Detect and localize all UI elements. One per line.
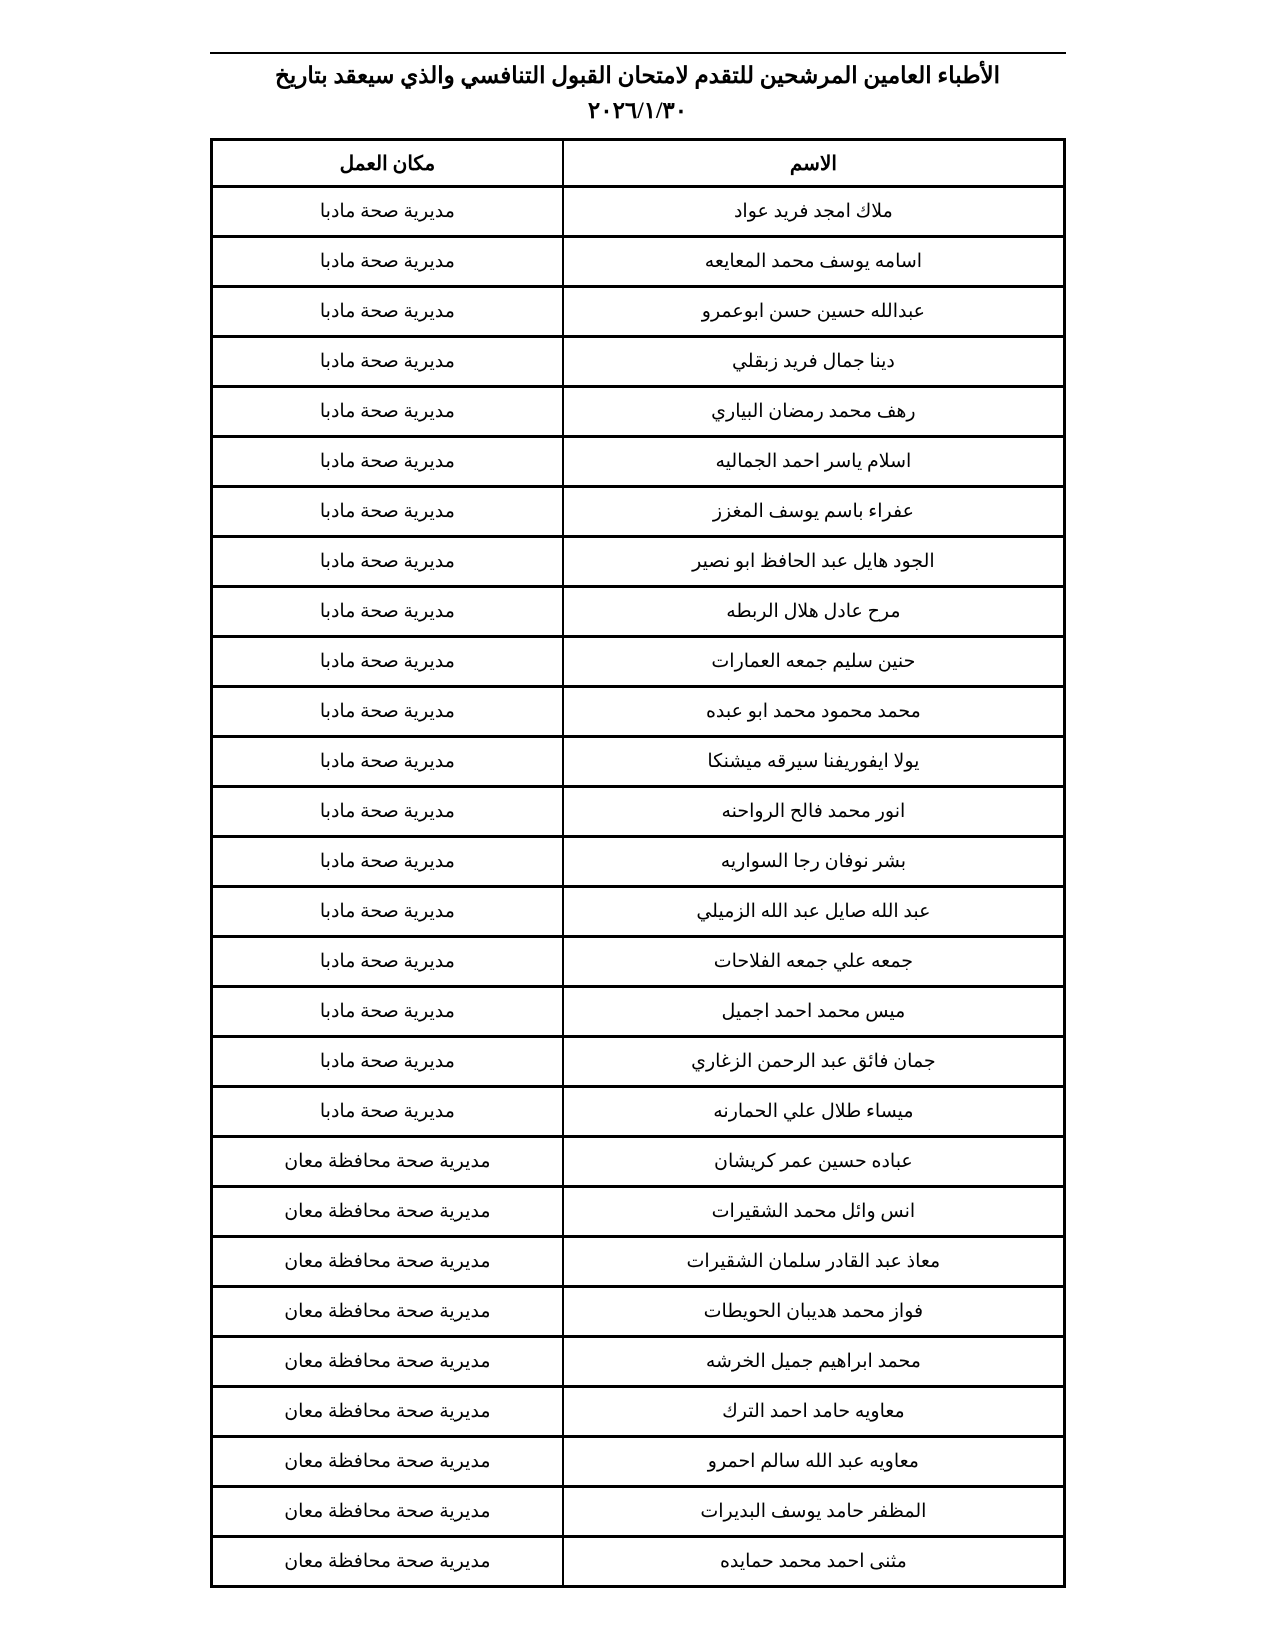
name-cell: انس وائل محمد الشقيرات	[563, 1187, 1064, 1237]
name-column-header: الاسم	[563, 140, 1064, 187]
table-row	[211, 1237, 1064, 1287]
header-row	[211, 140, 1064, 187]
table-row	[211, 837, 1064, 887]
workplace-cell: مديرية صحة مادبا	[211, 787, 563, 837]
name-cell: فواز محمد هديبان الحويطات	[563, 1287, 1064, 1337]
name-cell: المظفر حامد يوسف البديرات	[563, 1487, 1064, 1537]
name-cell: اسلام ياسر احمد الجماليه	[563, 437, 1064, 487]
workplace-cell: مديرية صحة محافظة معان	[211, 1437, 563, 1487]
name-cell: عفراء باسم يوسف المغزز	[563, 487, 1064, 537]
name-cell: محمد محمود محمد ابو عبده	[563, 687, 1064, 737]
workplace-cell: مديرية صحة مادبا	[211, 937, 563, 987]
workplace-cell: مديرية صحة مادبا	[211, 837, 563, 887]
table-row	[211, 1537, 1064, 1587]
workplace-cell: مديرية صحة مادبا	[211, 437, 563, 487]
document-title-block	[210, 58, 1066, 128]
document-content	[210, 52, 1066, 1588]
workplace-cell: مديرية صحة محافظة معان	[211, 1487, 563, 1537]
table-row	[211, 1437, 1064, 1487]
table-row	[211, 1337, 1064, 1387]
candidates-table	[210, 138, 1066, 1588]
workplace-cell: مديرية صحة مادبا	[211, 587, 563, 637]
workplace-cell: مديرية صحة محافظة معان	[211, 1187, 563, 1237]
workplace-cell: مديرية صحة مادبا	[211, 237, 563, 287]
workplace-cell: مديرية صحة مادبا	[211, 1087, 563, 1137]
name-cell: محمد ابراهيم جميل الخرشه	[563, 1337, 1064, 1387]
name-cell: مثنى احمد محمد حمايده	[563, 1537, 1064, 1587]
name-cell: ميس محمد احمد اجميل	[563, 987, 1064, 1037]
workplace-cell: مديرية صحة محافظة معان	[211, 1237, 563, 1287]
table-row	[211, 1037, 1064, 1087]
workplace-cell: مديرية صحة مادبا	[211, 187, 563, 237]
workplace-cell: مديرية صحة مادبا	[211, 687, 563, 737]
table-row	[211, 887, 1064, 937]
table-row	[211, 1137, 1064, 1187]
table-row	[211, 437, 1064, 487]
workplace-cell: مديرية صحة مادبا	[211, 287, 563, 337]
workplace-cell: مديرية صحة مادبا	[211, 487, 563, 537]
name-cell: مرح عادل هلال الربطه	[563, 587, 1064, 637]
table-body	[211, 187, 1064, 1587]
table-row	[211, 537, 1064, 587]
table-row	[211, 187, 1064, 237]
table-row	[211, 1187, 1064, 1237]
workplace-cell: مديرية صحة مادبا	[211, 337, 563, 387]
table-row	[211, 1487, 1064, 1537]
table-row	[211, 937, 1064, 987]
table-row	[211, 637, 1064, 687]
name-cell: جمعه علي جمعه الفلاحات	[563, 937, 1064, 987]
table-row	[211, 1387, 1064, 1437]
name-cell: عبدالله حسين حسن ابوعمرو	[563, 287, 1064, 337]
name-cell: الجود هايل عبد الحافظ ابو نصير	[563, 537, 1064, 587]
workplace-cell: مديرية صحة محافظة معان	[211, 1137, 563, 1187]
name-cell: بشر نوفان رجا السواريه	[563, 837, 1064, 887]
table-row	[211, 687, 1064, 737]
table-row	[211, 387, 1064, 437]
name-cell: عباده حسين عمر كريشان	[563, 1137, 1064, 1187]
name-cell: معاويه حامد احمد الترك	[563, 1387, 1064, 1437]
workplace-cell: مديرية صحة مادبا	[211, 887, 563, 937]
name-cell: معاذ عبد القادر سلمان الشقيرات	[563, 1237, 1064, 1287]
name-cell: انور محمد فالح الرواحنه	[563, 787, 1064, 837]
table-row	[211, 737, 1064, 787]
name-cell: جمان فائق عبد الرحمن الزغاري	[563, 1037, 1064, 1087]
table-row	[211, 1087, 1064, 1137]
name-cell: حنين سليم جمعه العمارات	[563, 637, 1064, 687]
table-header	[211, 140, 1064, 187]
workplace-cell: مديرية صحة مادبا	[211, 387, 563, 437]
table-row	[211, 987, 1064, 1037]
workplace-cell: مديرية صحة مادبا	[211, 1037, 563, 1087]
table-row	[211, 787, 1064, 837]
table-row	[211, 337, 1064, 387]
workplace-cell: مديرية صحة محافظة معان	[211, 1387, 563, 1437]
workplace-cell: مديرية صحة مادبا	[211, 537, 563, 587]
table-row	[211, 287, 1064, 337]
name-cell: ملاك امجد فريد عواد	[563, 187, 1064, 237]
workplace-cell: مديرية صحة مادبا	[211, 737, 563, 787]
name-cell: ميساء طلال علي الحمارنه	[563, 1087, 1064, 1137]
document-title: الأطباء العامين المرشحين للتقدم لامتحان القبول التنافسي والذي سيعقد بتاريخ	[274, 63, 1001, 88]
workplace-cell: مديرية صحة مادبا	[211, 637, 563, 687]
name-cell: معاويه عبد الله سالم احمرو	[563, 1437, 1064, 1487]
table-row	[211, 1287, 1064, 1337]
table-row	[211, 487, 1064, 537]
name-cell: دينا جمال فريد زبقلي	[563, 337, 1064, 387]
workplace-cell: مديرية صحة محافظة معان	[211, 1537, 563, 1587]
workplace-cell: مديرية صحة محافظة معان	[211, 1337, 563, 1387]
name-cell: عبد الله صايل عبد الله الزميلي	[563, 887, 1064, 937]
workplace-column-header: مكان العمل	[211, 140, 563, 187]
table-row	[211, 587, 1064, 637]
workplace-cell: مديرية صحة مادبا	[211, 987, 563, 1037]
table-row	[211, 237, 1064, 287]
name-cell: رهف محمد رمضان البياري	[563, 387, 1064, 437]
header-rule	[210, 52, 1066, 54]
name-cell: يولا ايفوريفنا سيرقه ميشنكا	[563, 737, 1064, 787]
exam-date: ٢٠٢٦/١/٣٠	[587, 98, 688, 123]
name-cell: اسامه يوسف محمد المعايعه	[563, 237, 1064, 287]
workplace-cell: مديرية صحة محافظة معان	[211, 1287, 563, 1337]
